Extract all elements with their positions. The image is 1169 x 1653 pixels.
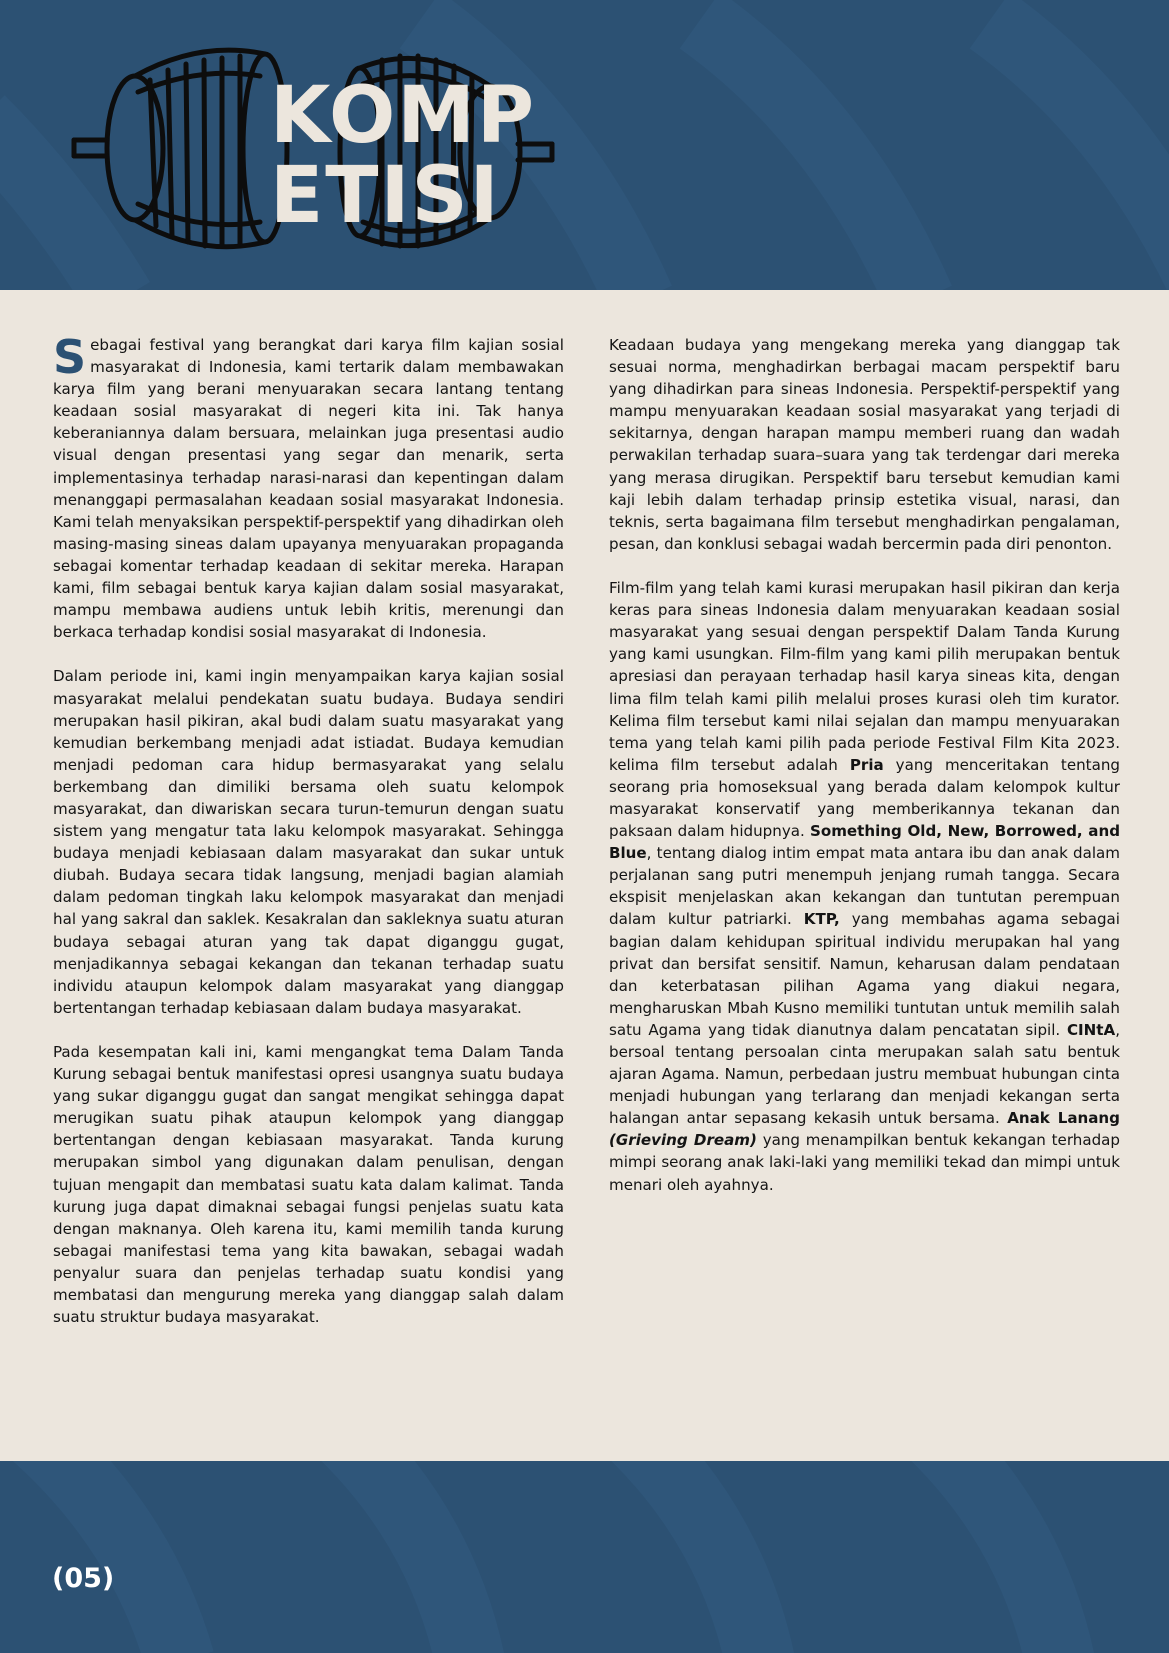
film-title-cinta: CINtA [1066, 1020, 1116, 1039]
header-banner [0, 0, 1169, 290]
paragraph-intro [53, 330, 564, 643]
text-segment: yang membahas agama sebagai bagian dalam kehidupan spiritual individu merupakan hal yang privat dan bersifat sensitif. Namun, keharusan dalam pendataan dan keterbatasan pilihan Agama yang diakui negara, mengharuskan Mbah Kusno memiliki tuntutan untuk memilih salah satu Agama yang tidak dianutnya dalam pencatatan sipil. [609, 910, 1120, 1039]
film-title-anak-lanang: Anak Lanang [1007, 1109, 1120, 1128]
paragraph-perspektif: Keadaan budaya yang mengekang mereka yang dianggap tak sesuai norma, menghadirkan berbagai macam perspektif baru yang dihadirkan para sineas Indonesia. Perspektif-perspektif yang mampu menyuarakan keadaan sosial masyarakat yang terjadi di sekitarnya, dengan harapan mampu memberi ruang dan wadah perwakilan terhadap suara–suara yang tak terdengar dari mereka yang merasa dirugikan. Perspektif baru tersebut kemudian kami kaji lebih dalam terhadap prinsip estetika visual, narasi, dan teknis, serta bagaimana film tersebut menghadirkan pengalaman, pesan, dan konklusi sebagai wadah bercermin pada diri penonton. [609, 336, 1120, 553]
text-segment: yang menampilkan bentuk kekangan terhadap mimpi seorang anak laki-laki yang memiliki tekad dan mimpi untuk menari oleh ayahnya. [609, 1131, 1120, 1194]
film-title-ktp: KTP, [803, 910, 840, 929]
left-column [53, 330, 564, 1350]
text-segment: Film-film yang telah kami kurasi merupakan hasil pikiran dan kerja keras para sineas Indonesia dalam menyuarakan keadaan sosial masyarakat yang sesuai dengan perspektif Dalam Tanda Kurung yang kami usungkan. Film-film yang kami pilih merupakan bentuk apresiasi dan perayaan terhadap hasil karya sineas kita, dengan lima film telah kami pilih melalui proses kurasi oleh tim kurator. Kelima film tersebut kami nilai sejalan dan mampu menyuarakan tema yang telah kami pilih pada periode Festival Film Kita 2023. kelima film tersebut adalah [609, 579, 1120, 774]
paragraph-budaya: Dalam periode ini, kami ingin menyampaikan karya kajian sosial masyarakat melalui pendekatan suatu budaya. Budaya sendiri merupakan hasil pikiran, akal budi dalam suatu masyarakat yang kemudian berkembang menjadi adat istiadat. Budaya kemudian menjadi pedoman cara hidup bermasyarakat yang selalu berkembang dan dimiliki bersama oleh suatu kelompok masyarakat, dan diwariskan secara turun-temurun dengan suatu sistem yang mengatur tata laku kelompok masyarakat. Sehingga budaya menjadi kebiasaan dalam masyarakat dan sukar untuk diubah. Budaya secara tidak langsung, menjadi bagian alamiah dalam pedoman tingkah laku kelompok masyarakat dan menjadi hal yang sakral dan saklek. Kesakralan dan sakleknya suatu aturan budaya sebagai aturan yang tak dapat diganggu gugat, menjadikannya sebagai kekangan dan tekanan terhadap suatu individu ataupun kelompok dalam masyarakat yang dianggap bertentangan terhadap kebiasaan dalam budaya masyarakat. [53, 667, 564, 1017]
page-number: (05) [52, 1563, 115, 1594]
paragraph-intro-text: ebagai festival yang berangkat dari karya film kajian sosial masyarakat di Indonesia, kami tertarik dalam membawakan karya film yang berani menyuarakan secara lantang tentang keadaan sosial masyarakat di negeri kita ini. Tak hanya keberaniannya dalam bersuara, melainkan juga presentasi audio visual dengan presentasi yang segar dan menarik, serta implementasinya terhadap narasi-narasi dan kepentingan dalam menanggapi permasalahan keadaan sosial masyarakat Indonesia. Kami telah menyaksikan perspektif-perspektif yang dihadirkan oleh masing-masing sineas dalam upayanya menyuarakan propaganda sebagai komentar terhadap keadaan di sekitar mereka. Harapan kami, film sebagai bentuk karya kajian dalam sosial masyarakat, mampu membawa audiens untuk lebih kritis, merenungi dan berkaca terhadap kondisi sosial masyarakat di Indonesia. [53, 336, 564, 642]
text-segment: , bersoal tentang persoalan cinta merupakan salah satu bentuk ajaran Agama. Namun, perbedaan justru membuat hubungan cinta menjadi hubungan yang terlarang dan menjadi kekangan serta halangan antar sepasang kekasih untuk bersama. [609, 1020, 1120, 1128]
kompetisi-logo [60, 36, 570, 266]
paragraph-tema: Pada kesempatan kali ini, kami mengangkat tema Dalam Tanda Kurung sebagai bentuk manifestasi opresi usangnya suatu budaya yang sukar diganggu gugat dan sangat mengikat sehingga dapat merugikan suatu pihak ataupun kelompok yang dianggap bertentangan dengan kebiasaan masyarakat. Tanda kurung merupakan simbol yang digunakan dalam penulisan, dengan tujuan mengapit dan membatasi suatu kata dalam kalimat. Tanda kurung juga dapat dimaknai sebagai fungsi penjelas suatu kata dengan maknanya. Oleh karena itu, kami memilih tanda kurung sebagai manifestasi tema yang kita bawakan, sebagai wadah penyalur suara dan penjelas terhadap suatu kondisi yang membatasi dan mengurung mereka yang dianggap salah dalam suatu struktur budaya masyarakat. [53, 1043, 564, 1327]
logo-wordmark: KOMP ETISI [270, 71, 537, 241]
article-body [0, 290, 1169, 1461]
film-title-pria: Pria [849, 755, 884, 774]
footer-banner [0, 1461, 1169, 1653]
text-segment: yang menceritakan tentang seorang pria homoseksual yang berada dalam kelompok kultur masyarakat konservatif yang memberikannya tekanan dan paksaan dalam hidupnya. [609, 755, 1120, 841]
background-arc-pattern [0, 1461, 1169, 1653]
film-title-grieving-dream: (Grieving Dream) [609, 1131, 757, 1150]
film-title-something-old: Something Old, New, Borrowed, and Blue [609, 822, 1120, 863]
right-column [609, 334, 1120, 1218]
paragraph-film-list [609, 577, 1120, 1196]
text-segment: , tentang dialog intim empat mata antara ibu dan anak dalam perjalanan sang putri menempuh jenjang rumah tangga. Secara ekspisit menjelaskan akan kekangan dan tuntutan perempuan dalam kultur patriarki. [609, 844, 1120, 929]
drop-cap: S [53, 330, 87, 384]
